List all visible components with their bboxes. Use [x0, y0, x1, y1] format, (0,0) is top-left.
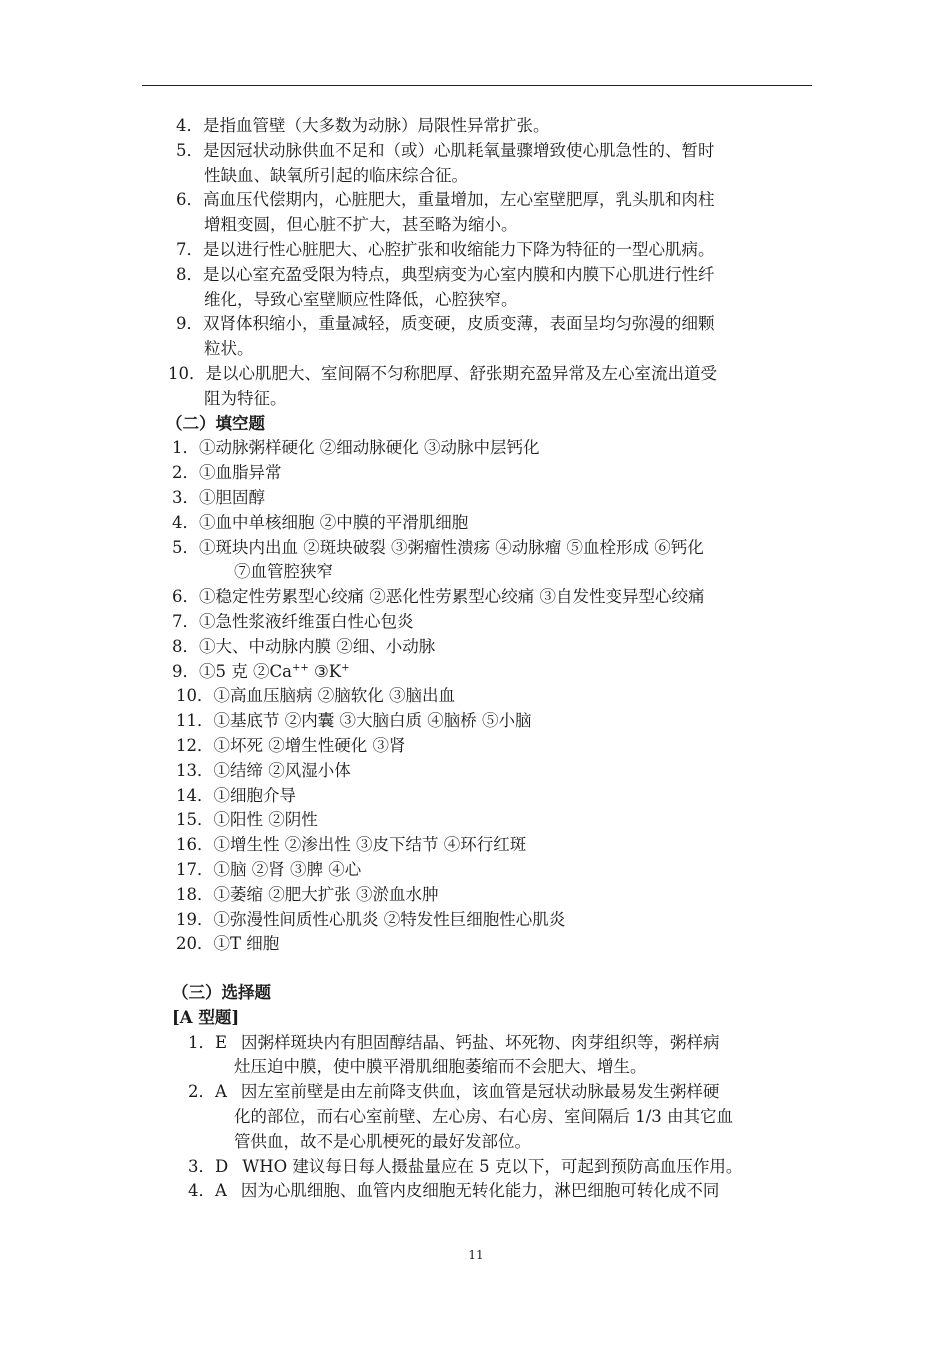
list-item: 9．①5 克 ②Ca++ ③K+: [172, 661, 350, 681]
list-item: 4．A 因为心肌细胞、血管内皮细胞无转化能力，淋巴细胞可转化成不同: [188, 1181, 720, 1201]
list-item-continuation: 管供血，故不是心肌梗死的最好发部位。: [234, 1131, 531, 1151]
page-content: [142, 114, 812, 1204]
list-item: 14．①细胞介导: [176, 785, 296, 805]
list-item: 5．①斑块内出血 ②斑块破裂 ③粥瘤性溃疡 ④动脉瘤 ⑤血栓形成 ⑥钙化: [172, 537, 704, 557]
list-item: 7．是以进行性心脏肥大、心腔扩张和收缩能力下降为特征的一型心肌病。: [176, 239, 715, 259]
list-item: 4．①血中单核细胞 ②中膜的平滑肌细胞: [172, 512, 469, 532]
definitions-list: [142, 114, 812, 412]
section-heading-choice: （三）选择题: [172, 983, 271, 1003]
list-item-continuation: 增粗变圆，但心脏不扩大，甚至略为缩小。: [204, 215, 518, 235]
list-item-continuation: 化的部位，而右心室前壁、左心房、右心房、室间隔后 1/3 由其它血: [234, 1107, 734, 1127]
list-item: 5．是因冠状动脉供血不足和（或）心肌耗氧量骤增致使心肌急性的、暂时: [176, 140, 715, 160]
list-item: 15．①阳性 ②阴性: [176, 810, 318, 830]
list-item: 2．A 因左室前壁是由左前降支供血，该血管是冠状动脉最易发生粥样硬: [188, 1082, 720, 1102]
list-item: 2．①血脂异常: [172, 463, 282, 483]
superscript: ++: [291, 662, 309, 674]
list-item: 10．①高血压脑病 ②脑软化 ③脑出血: [176, 686, 455, 706]
list-item: 17．①脑 ②肾 ③脾 ④心: [176, 859, 362, 879]
list-item: 3．D WHO 建议每日每人摄盐量应在 5 克以下，可起到预防高血压作用。: [188, 1156, 743, 1176]
list-item: 8．①大、中动脉内膜 ②细、小动脉: [172, 636, 436, 656]
list-item: 4．是指血管壁（大多数为动脉）局限性异常扩张。: [176, 116, 550, 135]
choice-list: [142, 1031, 812, 1205]
list-item: 6．高血压代偿期内，心脏肥大，重量增加，左心室壁肥厚，乳头肌和肉柱: [176, 190, 715, 210]
list-item: 16．①增生性 ②渗出性 ③皮下结节 ④环行红斑: [176, 835, 527, 855]
list-item: 11．①基底节 ②内囊 ③大脑白质 ④脑桥 ⑤小脑: [176, 711, 532, 731]
list-item: 6．①稳定性劳累型心绞痛 ②恶化性劳累型心绞痛 ③自发性变异型心绞痛: [172, 587, 705, 607]
list-item-continuation: 性缺血、缺氧所引起的临床综合征。: [204, 165, 468, 185]
page-number: 11: [468, 1248, 484, 1262]
list-item: 18．①萎缩 ②肥大扩张 ③淤血水肿: [176, 884, 439, 904]
list-item: 13．①结缔 ②风湿小体: [176, 760, 351, 780]
list-item: 8．是以心室充盈受限为特点，典型病变为心室内膜和内膜下心肌进行性纤: [176, 264, 715, 284]
list-item: 12．①坏死 ②增生性硬化 ③肾: [176, 735, 406, 755]
section-heading-fill: （二）填空题: [166, 413, 265, 433]
list-item: 20．①T 细胞: [176, 934, 280, 954]
section-subheading-type-a: [A 型题]: [172, 1007, 240, 1027]
list-item: 9．双肾体积缩小，重量减轻，质变硬，皮质变薄，表面呈均匀弥漫的细颗: [176, 314, 715, 334]
list-item: 1．①动脉粥样硬化 ②细动脉硬化 ③动脉中层钙化: [172, 438, 540, 458]
list-item-continuation: 维化，导致心室壁顺应性降低，心腔狭窄。: [204, 289, 518, 309]
list-item: 1．E 因粥样斑块内有胆固醇结晶、钙盐、坏死物、肉芽组织等，粥样病: [188, 1032, 720, 1052]
superscript: +: [341, 662, 350, 674]
list-item-continuation: ⑦血管腔狭窄: [234, 562, 333, 582]
list-item: 3．①胆固醇: [172, 487, 265, 507]
fill-list: [142, 436, 812, 957]
list-item-continuation: 灶压迫中膜，使中膜平滑肌细胞萎缩而不会肥大、增生。: [234, 1057, 647, 1077]
header-rule: [142, 85, 812, 86]
list-item: 10．是以心肌肥大、室间隔不匀称肥厚、舒张期充盈异常及左心室流出道受: [168, 363, 717, 383]
list-item-continuation: 粒状。: [204, 339, 254, 359]
list-item: 19．①弥漫性间质性心肌炎 ②特发性巨细胞性心肌炎: [176, 909, 566, 929]
list-item: 7．①急性浆液纤维蛋白性心包炎: [172, 611, 414, 631]
list-item-continuation: 阻为特征。: [204, 388, 287, 408]
